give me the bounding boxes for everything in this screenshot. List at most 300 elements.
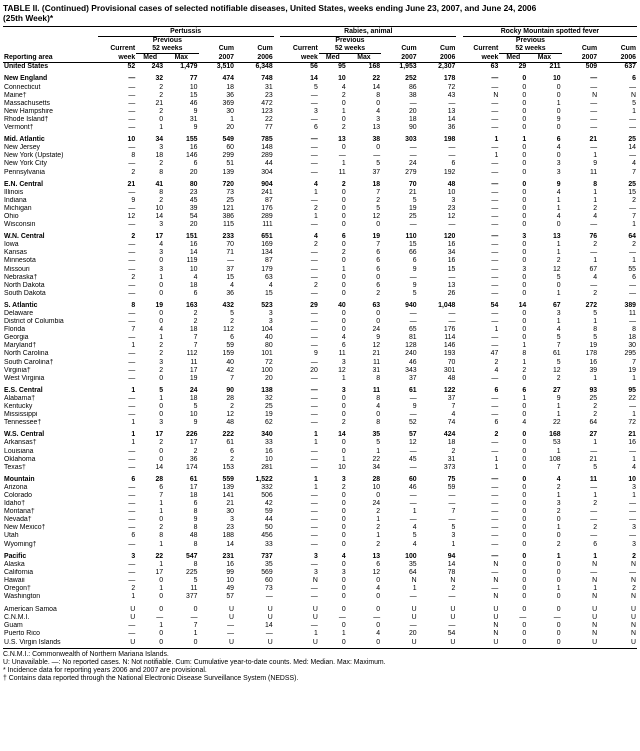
table-cell: 2 [131,273,136,281]
med-header: Med [319,54,347,63]
table-cell: 940 [405,301,417,309]
table-cell: 2 [230,403,235,411]
table-cell: 0 [341,516,346,524]
table-cell: 13 [372,552,381,560]
table-cell: — [590,107,598,115]
table-cell: 14 [447,115,456,123]
table-cell: 14 [189,249,198,257]
table-cell: 151 [186,233,198,241]
table-cell: 13 [338,136,346,144]
table-cell: — [409,447,417,455]
table-cell: 9 [313,350,318,358]
table-cell: — [128,115,136,123]
table-cell: 3 [556,160,561,168]
table-cell: — [310,196,318,204]
table-cell: — [448,99,456,107]
table-cell: N [631,91,636,99]
table-cell: 111 [262,221,273,229]
table-cell: 31 [372,366,381,374]
week-header: week [280,54,319,63]
table-cell: U [493,606,499,614]
reporting-area-cell: Vermont† [4,124,34,132]
table-cell: 59 [447,483,456,491]
table-cell: 15 [408,241,417,249]
table-cell: — [590,532,598,540]
table-row [3,298,637,310]
table-cell: 176 [443,326,456,334]
table-cell: 2 [341,249,346,257]
table-cell: — [310,160,318,168]
table-cell: 0 [522,168,527,176]
table-cell: — [409,310,417,317]
table-cell: — [310,540,318,548]
cum-header: Cum [218,45,235,53]
table-cell: 60 [265,576,273,584]
table-cell: 0 [522,289,527,297]
table-cell: — [128,622,136,630]
table-cell: N [592,593,598,601]
footnote: U: Unavailable. —: No reported cases. N: Not notifiable. Cum: Cumulative year-to-date counts. Med: Median. Max: Maximum. [3,658,386,666]
table-cell: 16 [589,358,598,366]
table-cell: 0 [159,516,164,524]
table-cell: 2 [193,318,198,326]
table-cell: 21 [408,188,417,196]
reporting-area-cell: Kentucky [4,403,33,411]
table-cell: 77 [265,124,273,132]
table-cell: 0 [159,411,164,419]
table-cell: 0 [522,593,527,601]
table-cell: — [128,249,136,257]
table-cell: 78 [447,568,456,576]
table-cell: 87 [265,196,273,204]
table-cell: — [629,152,636,160]
table-row [3,71,637,83]
table-cell: — [310,310,318,317]
table-cell: N [592,630,598,638]
table-cell: — [491,342,499,350]
table-cell: — [590,221,598,229]
table-cell: 304 [261,168,273,176]
table-cell: 72 [447,83,456,91]
reporting-area-cell: Wyoming† [4,540,37,548]
table-cell: 73 [265,585,273,592]
table-row [3,92,637,100]
table-cell: 1 [131,593,136,601]
table-cell: 13 [552,233,561,241]
reporting-area-cell: West Virginia [4,374,45,382]
table-row [3,508,637,516]
table-cell: — [448,310,456,317]
table-cell: N [493,593,499,601]
table-cell: 39 [189,204,198,212]
table-cell: — [590,115,598,123]
table-cell: 2 [159,342,164,350]
year-2007-header: 2007 [381,54,418,63]
table-cell: — [310,455,318,463]
table-cell: 3 [376,115,381,123]
table-cell: U [411,614,417,622]
table-cell: 43 [447,91,456,99]
table-cell: 0 [522,532,527,540]
table-cell: 2 [593,500,598,508]
table-cell: 3 [268,310,273,317]
table-cell: 0 [522,630,527,638]
table-cell: — [409,500,417,508]
table-cell: 0 [159,374,164,382]
table-cell: N [411,576,417,584]
table-row [3,439,637,447]
table-cell: 20 [226,124,235,132]
table-cell: — [128,265,136,273]
table-cell: 1 [376,532,381,540]
table-row [3,541,637,549]
table-cell: — [491,107,499,115]
table-cell: 1 [159,124,164,132]
table-row [3,144,637,152]
table-cell: 0 [527,639,561,649]
table-cell: 90 [408,124,417,132]
table-cell: 10 [189,411,198,419]
table-cell: 1 [376,447,381,455]
table-cell: 19 [589,342,598,350]
table-cell: 193 [443,350,456,358]
table-cell: 31 [265,83,273,91]
table-cell: — [128,491,136,499]
table-cell: 18 [447,439,456,447]
table-cell: 12 [372,568,381,576]
table-row [3,419,637,427]
reporting-area-cell: Alaska [4,560,25,568]
table-cell: 27 [589,431,598,439]
table-cell: 6 [451,160,456,168]
table-cell: 15 [189,91,198,99]
table-cell: 11 [372,358,381,366]
table-cell: — [128,99,136,107]
table-cell: 2 [632,585,636,592]
table-cell: 25 [265,403,273,411]
table-cell: 4 [341,552,346,560]
table-cell: 2 [159,107,164,115]
table-cell: 0 [341,411,346,419]
table-cell: 12 [226,411,235,419]
table-cell: U [493,614,499,622]
table-cell: — [491,99,499,107]
table-cell: — [310,508,318,516]
table-cell: — [310,249,318,257]
table-cell: 2 [313,204,318,212]
table-cell: U [229,614,235,622]
table-cell: 0 [556,593,561,601]
table-cell: 3 [313,568,318,576]
table-cell: 2 [632,552,636,560]
table-cell: 549 [222,136,235,144]
table-cell: 2 [593,204,598,212]
table-cell: — [491,491,499,499]
reporting-area-cell: W.N. Central [4,233,45,241]
table-cell: 0 [522,241,527,249]
table-cell: 12 [127,212,136,220]
table-cell: 112 [186,350,198,358]
table-cell: 11 [338,350,346,358]
med-header: Med [136,54,164,63]
table-cell: 12 [408,439,417,447]
reporting-area-cell: C.N.M.I. [4,614,30,622]
table-cell: 8 [159,168,164,176]
table-cell: — [128,188,136,196]
table-cell: 13 [447,107,456,115]
table-cell: 3 [131,552,136,560]
table-cell: 0 [556,281,561,289]
table-cell: 3,510 [216,63,235,71]
table-row [3,177,637,189]
table-cell: — [629,500,636,508]
reporting-area-cell: Oregon† [4,585,31,592]
table-cell: 14 [338,431,346,439]
reporting-area-cell: New York City [4,160,47,168]
table-cell: U [631,606,636,614]
table-cell: 0 [522,516,527,524]
table-row [3,108,637,116]
table-row [3,484,637,492]
table-cell: 2 [131,233,136,241]
table-cell: 14 [372,83,381,91]
table-cell: 0 [522,249,527,257]
table-cell: 59 [265,508,273,516]
table-cell: 0 [159,115,164,123]
table-cell: 59 [226,342,235,350]
table-cell: N [493,630,499,638]
table-cell: 0 [522,212,527,220]
table-cell: 7 [632,358,636,366]
table-cell: 1 [632,107,636,115]
table-cell: 1 [341,107,346,115]
table-cell: — [128,289,136,297]
table-cell: 17 [189,366,198,374]
max-header: Max [527,54,561,63]
table-cell: 4 [451,411,456,419]
table-cell: 9 [193,419,198,427]
table-cell: 523 [261,301,273,309]
table-cell: — [491,508,499,516]
table-cell: 4 [376,403,381,411]
table-cell: 2 [230,455,235,463]
table-cell: 12 [338,366,346,374]
table-cell: 146 [186,152,198,160]
table-title-line2: (25th Week)* [3,13,54,23]
table-cell: — [491,83,499,91]
table-cell: 28 [372,475,381,483]
table-cell: 0 [522,99,527,107]
table-cell: U [592,606,598,614]
table-cell: 29 [518,63,527,71]
table-cell: N [493,622,499,630]
table-cell: 45 [408,455,417,463]
table-cell: 0 [341,524,346,532]
table-cell: 1 [494,136,499,144]
table-row [3,350,637,358]
reporting-area-cell: Tennessee† [4,419,42,427]
table-cell: 99 [226,568,235,576]
reporting-area-cell: Pacific [4,552,27,560]
table-row [3,585,637,593]
table-cell: — [409,463,417,471]
table-cell: — [491,516,499,524]
table-cell: 32 [155,75,164,83]
table-cell: N [592,91,598,99]
table-cell: U [229,606,235,614]
table-row [3,456,637,464]
table-cell: 233 [222,233,235,241]
table-cell: 25 [408,212,417,220]
table-cell: 0 [376,622,381,630]
table-cell: 252 [405,75,417,83]
table-cell: 2 [593,524,598,532]
footnote: † Contains data reported through the National Electronic Disease Surveillance System (NEDSS). [3,674,299,682]
table-cell: 38 [408,91,417,99]
table-cell: 1 [159,560,164,568]
reporting-area-cell: Mid. Atlantic [4,136,45,144]
table-cell: 0 [556,91,561,99]
table-cell: 146 [443,342,456,350]
table-cell: 1 [131,386,136,394]
table-cell: 70 [408,180,417,188]
table-cell: 35 [372,431,381,439]
table-cell: 3 [159,221,164,229]
table-cell: 14 [226,540,235,548]
table-cell: — [128,524,136,532]
table-cell: 22 [372,455,381,463]
reporting-area-cell: Texas† [4,463,26,471]
table-cell: 2 [341,180,346,188]
table-cell: — [310,334,318,342]
table-cell: 8 [376,91,381,99]
table-cell: 241 [261,188,273,196]
table-cell: 2 [341,483,346,491]
table-cell: 0 [341,144,346,152]
reporting-area-cell: Utah [4,532,19,540]
table-cell: 34 [372,463,381,471]
table-cell: U [130,614,136,622]
table-cell: — [310,447,318,455]
weeks52-header: 52 weeks [499,45,561,54]
table-cell: U [411,606,417,614]
table-cell: 1 [593,374,598,382]
table-row [3,100,637,108]
table-cell: — [310,374,318,382]
year-2006-header: 2006 [598,54,637,63]
table-cell: 94 [447,552,456,560]
reporting-area-cell: Maine† [4,91,27,99]
table-cell: 1 [159,585,164,592]
current-header: Current [473,45,499,53]
table-cell: 0 [522,144,527,152]
table-cell: 4 [494,366,499,374]
table-cell: 0 [522,374,527,382]
table-cell: 1 [632,411,636,419]
table-cell: 123 [261,107,273,115]
table-cell: — [491,411,499,419]
table-cell: 5 [593,310,598,317]
table-cell: 0 [341,606,346,614]
table-cell: — [590,508,598,516]
group-header-rabies: Rabies, animal [280,27,456,37]
table-row [3,334,637,342]
table-cell: 0 [522,585,527,592]
reporting-area-cell: Arizona [4,483,28,491]
table-cell: 720 [222,180,235,188]
table-cell: 0 [499,639,527,649]
reporting-area-cell: Virginia† [4,366,31,374]
table-row [3,189,637,197]
table-cell: 0 [164,639,198,649]
table-cell: 19 [189,374,198,382]
table-cell: 6 [494,386,499,394]
table-cell: — [629,115,636,123]
table-cell: — [491,281,499,289]
table-cell: 30 [226,508,235,516]
table-cell: 1 [632,374,636,382]
table-body [3,63,637,648]
table-cell: 4 [159,326,164,334]
table-cell: 8 [131,301,136,309]
table-cell: — [590,83,598,91]
table-cell: — [338,152,346,160]
table-cell: 9 [556,180,561,188]
table-cell: 40 [226,358,235,366]
table-cell: 37 [226,265,235,273]
table-cell: — [491,265,499,273]
table-row [3,549,637,561]
table-cell: 2 [556,508,561,516]
table-cell: 25 [226,196,235,204]
table-cell: 3 [556,168,561,176]
table-cell: 36 [189,455,198,463]
table-cell: 0 [522,221,527,229]
table-cell: 8 [593,180,598,188]
table-cell: — [310,419,318,427]
table-cell: 2 [159,91,164,99]
table-cell: — [310,403,318,411]
reporting-area-cell: California [4,568,34,576]
table-cell: 48 [189,532,198,540]
reporting-area-cell: North Carolina [4,350,49,358]
table-cell: N [493,91,499,99]
table-cell: — [491,188,499,196]
table-cell: 0 [522,124,527,132]
table-cell: 72 [265,358,273,366]
table-cell: 9 [193,107,198,115]
table-cell: — [128,411,136,419]
table-cell: — [338,614,346,622]
table-cell: 651 [261,233,273,241]
table-cell: 0 [522,606,527,614]
table-cell: 53 [552,439,561,447]
table-cell: 289 [261,152,273,160]
table-cell: 4 [632,160,636,168]
table-cell: 1 [593,318,598,326]
table-cell: — [128,576,136,584]
table-cell: U [199,639,236,649]
table-cell: 6 [159,483,164,491]
table-cell: 332 [261,483,273,491]
table-cell: 54 [490,301,499,309]
table-row [3,318,637,326]
table-cell: 2 [556,257,561,265]
table-cell: 168 [368,63,381,71]
table-cell: 1 [556,524,561,532]
table-cell: N [493,560,499,568]
table-cell: U [98,639,137,649]
